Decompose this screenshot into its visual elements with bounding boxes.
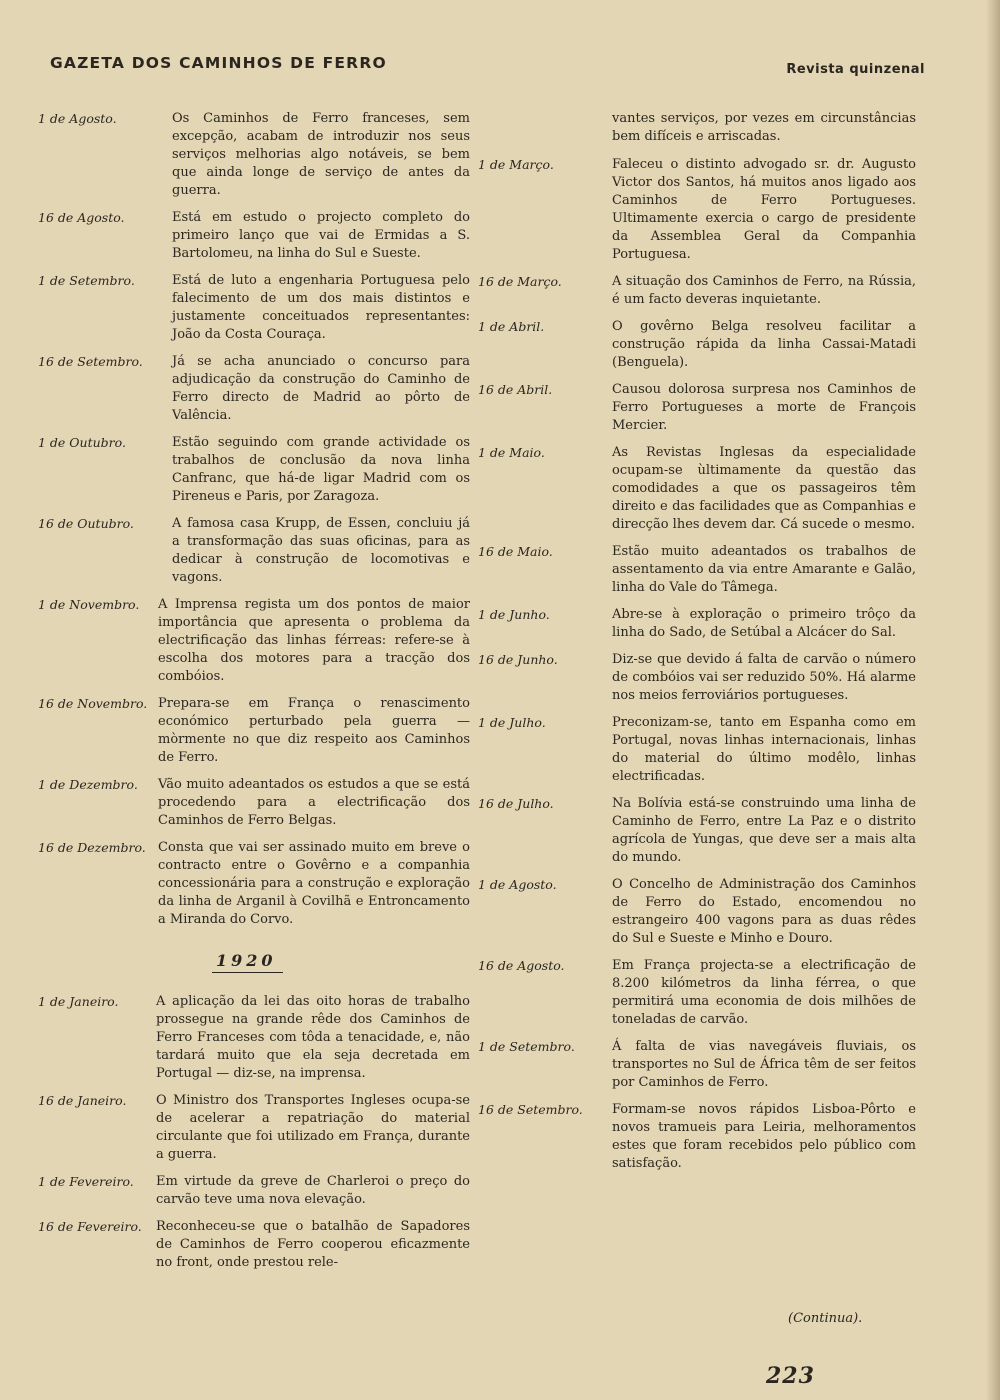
entry-date: 1 de Setembro. [38, 273, 135, 288]
entry-text: Vão muito adeantados os estudos a que se está procedendo para a electrificação dos Caminhos de Ferro Belgas. [158, 777, 470, 828]
chronology-entry [38, 1173, 470, 1209]
chronology-entry [38, 515, 470, 587]
entry-date: 16 de Julho. [478, 796, 554, 811]
entry-text: A Imprensa regista um dos pontos de maior importância que apresenta o problema da electrificação das linhas férreas: refere-se à escolha dos motores para a tracção dos combóios. [158, 597, 470, 684]
entry-text: Causou dolorosa surpresa nos Caminhos de Ferro Portugueses a morte de François Mercier. [612, 382, 916, 433]
entry-date: 1 de Outubro. [38, 435, 126, 450]
entry-date: 16 de Fevereiro. [38, 1219, 142, 1234]
entry-text: Prepara-se em França o renascimento económico perturbado pela guerra — mòrmente no que diz respeito aos Caminhos de Ferro. [158, 696, 470, 765]
entry-text: Á falta de vias navegáveis fluviais, os transportes no Sul de África têm de ser feitos por Caminhos de Ferro. [612, 1039, 916, 1090]
chronology-entry [478, 381, 916, 435]
entry-text: Preconizam-se, tanto em Espanha como em Portugal, novas linhas internacionais, linhas do material do último modêlo, linhas electrificadas. [612, 715, 916, 784]
entry-text: A aplicação da lei das oito horas de trabalho prossegue na grande rêde dos Caminhos de Ferro Franceses com tôda a tenacidade, e, não tardará muito que ela seja decretada em Portugal — diz-se, na imprensa. [156, 994, 470, 1081]
entry-text: O Concelho de Administração dos Caminhos de Ferro do Estado, encomendou no estrangeiro 400 vagons para as duas rêdes do Sul e Sueste e Minho e Douro. [612, 877, 916, 946]
chronology-entry [38, 110, 470, 200]
entry-text: A situação dos Caminhos de Ferro, na Rússia, é um facto deveras inquietante. [612, 274, 916, 307]
entry-text: Consta que vai ser assinado muito em breve o contracto entre o Govêrno e a companhia concessionária para a construção e exploração da linha de Arganil à Covilhã e Entroncamento a Miranda do Corvo. [158, 840, 470, 927]
chronology-entry [478, 957, 916, 1029]
chronology-entry [478, 795, 916, 867]
chronology-entry [478, 606, 916, 642]
entry-text: Estão muito adeantados os trabalhos de assentamento da via entre Amarante e Galão, linha do Vale do Tâmega. [612, 544, 916, 595]
entry-text: Em virtude da greve de Charleroi o preço do carvão teve uma nova elevação. [156, 1174, 470, 1207]
entry-date: 1 de Dezembro. [38, 777, 138, 792]
entry-date: 1 de Setembro. [478, 1039, 575, 1054]
entry-text: O Ministro dos Transportes Ingleses ocupa-se de acelerar a repatriação do material circulante que foi utilizado em França, durante a guerra. [156, 1093, 470, 1162]
chronology-entry [38, 1218, 470, 1272]
entry-date: 16 de Novembro. [38, 696, 148, 711]
entry-text: Diz-se que devido á falta de carvão o número de combóios vai ser reduzido 50%. Há alarme nos meios ferroviários portugueses. [612, 652, 916, 703]
entry-date: 16 de Setembro. [38, 354, 143, 369]
entry-text: Em França projecta-se a electrificação de 8.200 kilómetros da linha férrea, o que permitirá uma economia de dois milhões de toneladas de carvão. [612, 958, 916, 1027]
chronology-entry [38, 776, 470, 830]
entry-date: 1 de Março. [478, 157, 554, 172]
chronology-entry [38, 209, 470, 263]
entry-text: Abre-se à exploração o primeiro trôço da linha do Sado, de Setúbal a Alcácer do Sal. [612, 607, 916, 640]
chronology-entry [478, 714, 916, 786]
chronology-entry [38, 434, 470, 506]
entry-text: Os Caminhos de Ferro franceses, sem excepção, acabam de introduzir nos seus serviços melhorias algo notáveis, se bem que ainda longe de serviço de antes da guerra. [172, 111, 470, 198]
entry-date: 1 de Junho. [478, 607, 550, 622]
entry-date: 16 de Outubro. [38, 516, 134, 531]
chronology-entry [478, 1101, 916, 1173]
year-heading-block [38, 947, 470, 985]
chronology-entry [38, 272, 470, 344]
chronology-entry [478, 651, 916, 705]
chronology-entry [38, 596, 470, 686]
entry-text: As Revistas Inglesas da especialidade ocupam-se ùltimamente da questão das comodidades a que os passageiros têm direito e das facilidades que as Companhias e direcção lhes devem dar. Cá sucede o mesmo. [612, 445, 916, 532]
continued-note: (Continua). [788, 1311, 863, 1326]
chronology-entry [478, 1038, 916, 1092]
page-header [50, 54, 925, 80]
entry-text: Está em estudo o projecto completo do primeiro lanço que vai de Ermidas a S. Bartolomeu, na linha do Sul e Sueste. [172, 210, 470, 261]
chronology-entry [478, 273, 916, 309]
entry-date: 16 de Abril. [478, 382, 553, 397]
entry-date: 16 de Março. [478, 274, 562, 289]
entry-text: Formam-se novos rápidos Lisboa-Pôrto e novos tramueis para Leiria, melhoramentos estes que foram recebidos pelo público com satisfação. [612, 1102, 916, 1171]
year-heading: 1920 [212, 951, 283, 973]
entry-date: 1 de Agosto. [38, 111, 117, 126]
entry-date: 1 de Fevereiro. [38, 1174, 134, 1189]
chronology-entry [478, 876, 916, 948]
publication-subtitle: Revista quinzenal [786, 62, 925, 77]
entry-text: Faleceu o distinto advogado sr. dr. Augusto Victor dos Santos, há muitos anos ligado aos Caminhos de Ferro Portugueses. Ultimamente exercia o cargo de presidente da Assemblea Geral da Companhia Portuguesa. [612, 157, 916, 262]
left-column [38, 110, 470, 1281]
entry-text: O govêrno Belga resolveu facilitar a construção rápida da linha Cassai-Matadi (Benguela). [612, 319, 916, 370]
entry-date: 16 de Dezembro. [38, 840, 146, 855]
chronology-entry [478, 543, 916, 597]
entry-text: Na Bolívia está-se construindo uma linha de Caminho de Ferro, entre La Paz e o distrito agrícola de Yungas, que deve ser a mais alta do mundo. [612, 796, 916, 865]
entry-date: 1 de Agosto. [478, 877, 557, 892]
chronology-entry [38, 695, 470, 767]
entry-text: Já se acha anunciado o concurso para adjudicação da construção do Caminho de Ferro directo de Madrid ao pôrto de Valência. [172, 354, 470, 423]
entry-date: 1 de Abril. [478, 319, 545, 334]
entry-text: Está de luto a engenharia Portuguesa pelo falecimento de um dos mais distintos e justamente conceituados representantes: João da Costa Couraça. [172, 273, 470, 342]
entry-date: 16 de Setembro. [478, 1102, 583, 1117]
entry-date: 16 de Agosto. [478, 958, 565, 973]
entry-date: 1 de Janeiro. [38, 994, 119, 1009]
publication-title: GAZETA DOS CAMINHOS DE FERRO [50, 54, 387, 72]
chronology-entry [478, 318, 916, 372]
chronology-entry [38, 839, 470, 929]
entry-date: 16 de Junho. [478, 652, 558, 667]
right-column [478, 110, 916, 1182]
chronology-entry [38, 993, 470, 1083]
continued-text: vantes serviços, por vezes em circunstâncias bem difíceis e arriscadas. [612, 111, 916, 144]
entry-date: 1 de Novembro. [38, 597, 140, 612]
entry-date: 1 de Julho. [478, 715, 546, 730]
entry-date: 1 de Maio. [478, 445, 545, 460]
entry-text: A famosa casa Krupp, de Essen, concluiu já a transformação das suas oficinas, para as dedicar à construção de locomotivas e vagons. [172, 516, 470, 585]
chronology-entry [38, 353, 470, 425]
chronology-entry [478, 156, 916, 264]
page-number: 223 [766, 1363, 815, 1389]
entry-date: 16 de Maio. [478, 544, 553, 559]
entry-text: Reconheceu-se que o batalhão de Sapadores de Caminhos de Ferro cooperou eficazmente no front, onde prestou rele- [156, 1219, 470, 1270]
chronology-entry [38, 1092, 470, 1164]
entry-date: 16 de Janeiro. [38, 1093, 127, 1108]
entry-date: 16 de Agosto. [38, 210, 125, 225]
chronology-entry [478, 444, 916, 534]
entry-text: Estão seguindo com grande actividade os trabalhos de conclusão da nova linha Canfranc, que há-de ligar Madrid com os Pireneus e Paris, por Zaragoza. [172, 435, 470, 504]
